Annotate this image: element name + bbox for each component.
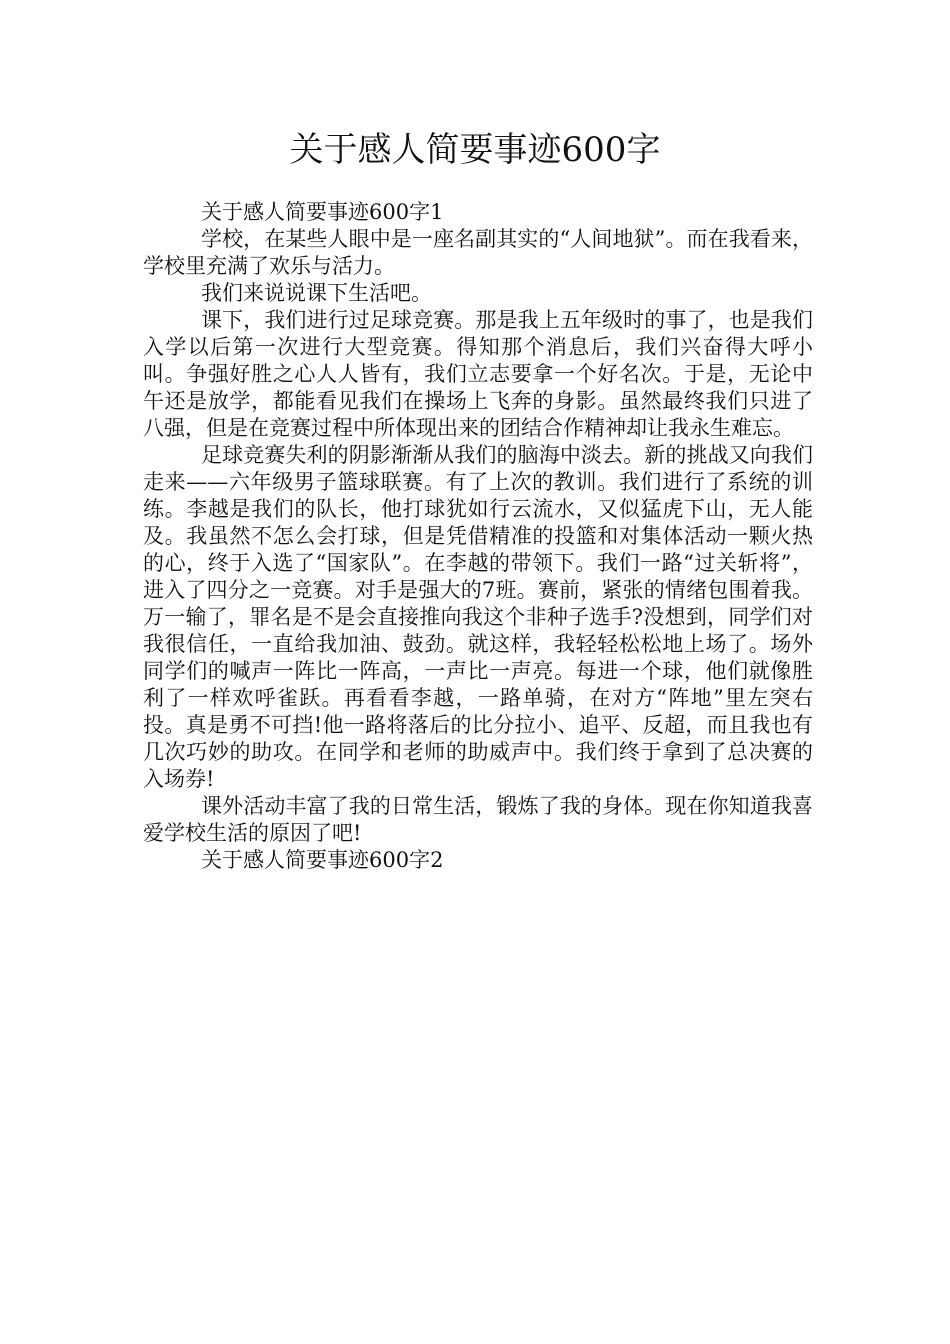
paragraph-basketball: 足球竞赛失利的阴影渐渐从我们的脑海中淡去。新的挑战又向我们走来——六年级男子篮球联赛。有了上次的教训。我们进行了系统的训练。李越是我们的队长，他打球犹如行云流水，又似猛虎下山，无人能及。我虽然不怎么会打球，但是凭借精准的投篮和对集体活动一颗火热的心，终于入选了“国家队”。在李越的带领下。我们一路“过关斩将”，进入了四分之一竞赛。对手是强大的7班。赛前，紧张的情绪包围着我。万一输了，罪名是不是会直接推向我这个非种子选手?没想到，同学们对我很信任，一直给我加油、鼓劲。就这样，我轻轻松松地上场了。场外同学们的喊声一阵比一阵高，一声比一声亮。每进一个球，他们就像胜利了一样欢呼雀跃。再看看李越，一路单骑，在对方“阵地”里左突右投。真是勇不可挡!他一路将落后的比分拉小、追平、反超，而且我也有几次巧妙的助攻。在同学和老师的助威声中。我们终于拿到了总决赛的入场券! <box>143 443 813 791</box>
section-heading-1: 关于感人简要事迹600字1 <box>201 200 444 224</box>
paragraph-conclusion: 课外活动丰富了我的日常生活，锻炼了我的身体。现在你知道我喜爱学校生活的原因了吧! <box>143 794 813 845</box>
paragraph-football: 课下，我们进行过足球竞赛。那是我上五年级时的事了，也是我们入学以后第一次进行大型竞赛。得知那个消息后，我们兴奋得大呼小叫。争强好胜之心人人皆有，我们立志要拿一个好名次。于是，无论中午还是放学，都能看见我们在操场上飞奔的身影。虽然最终我们只进了八强，但是在竞赛过程中所体现出来的团结合作精神却让我永生难忘。 <box>143 308 813 440</box>
paragraph-intro: 学校，在某些人眼中是一座名副其实的“人间地狱”。而在我看来，学校里充满了欢乐与活力。 <box>143 227 813 278</box>
document-body <box>143 199 813 874</box>
document-title: 关于感人简要事迹600字 <box>289 130 661 170</box>
section-heading-2: 关于感人简要事迹600字2 <box>201 848 444 872</box>
paragraph-transition: 我们来说说课下生活吧。 <box>201 281 432 305</box>
